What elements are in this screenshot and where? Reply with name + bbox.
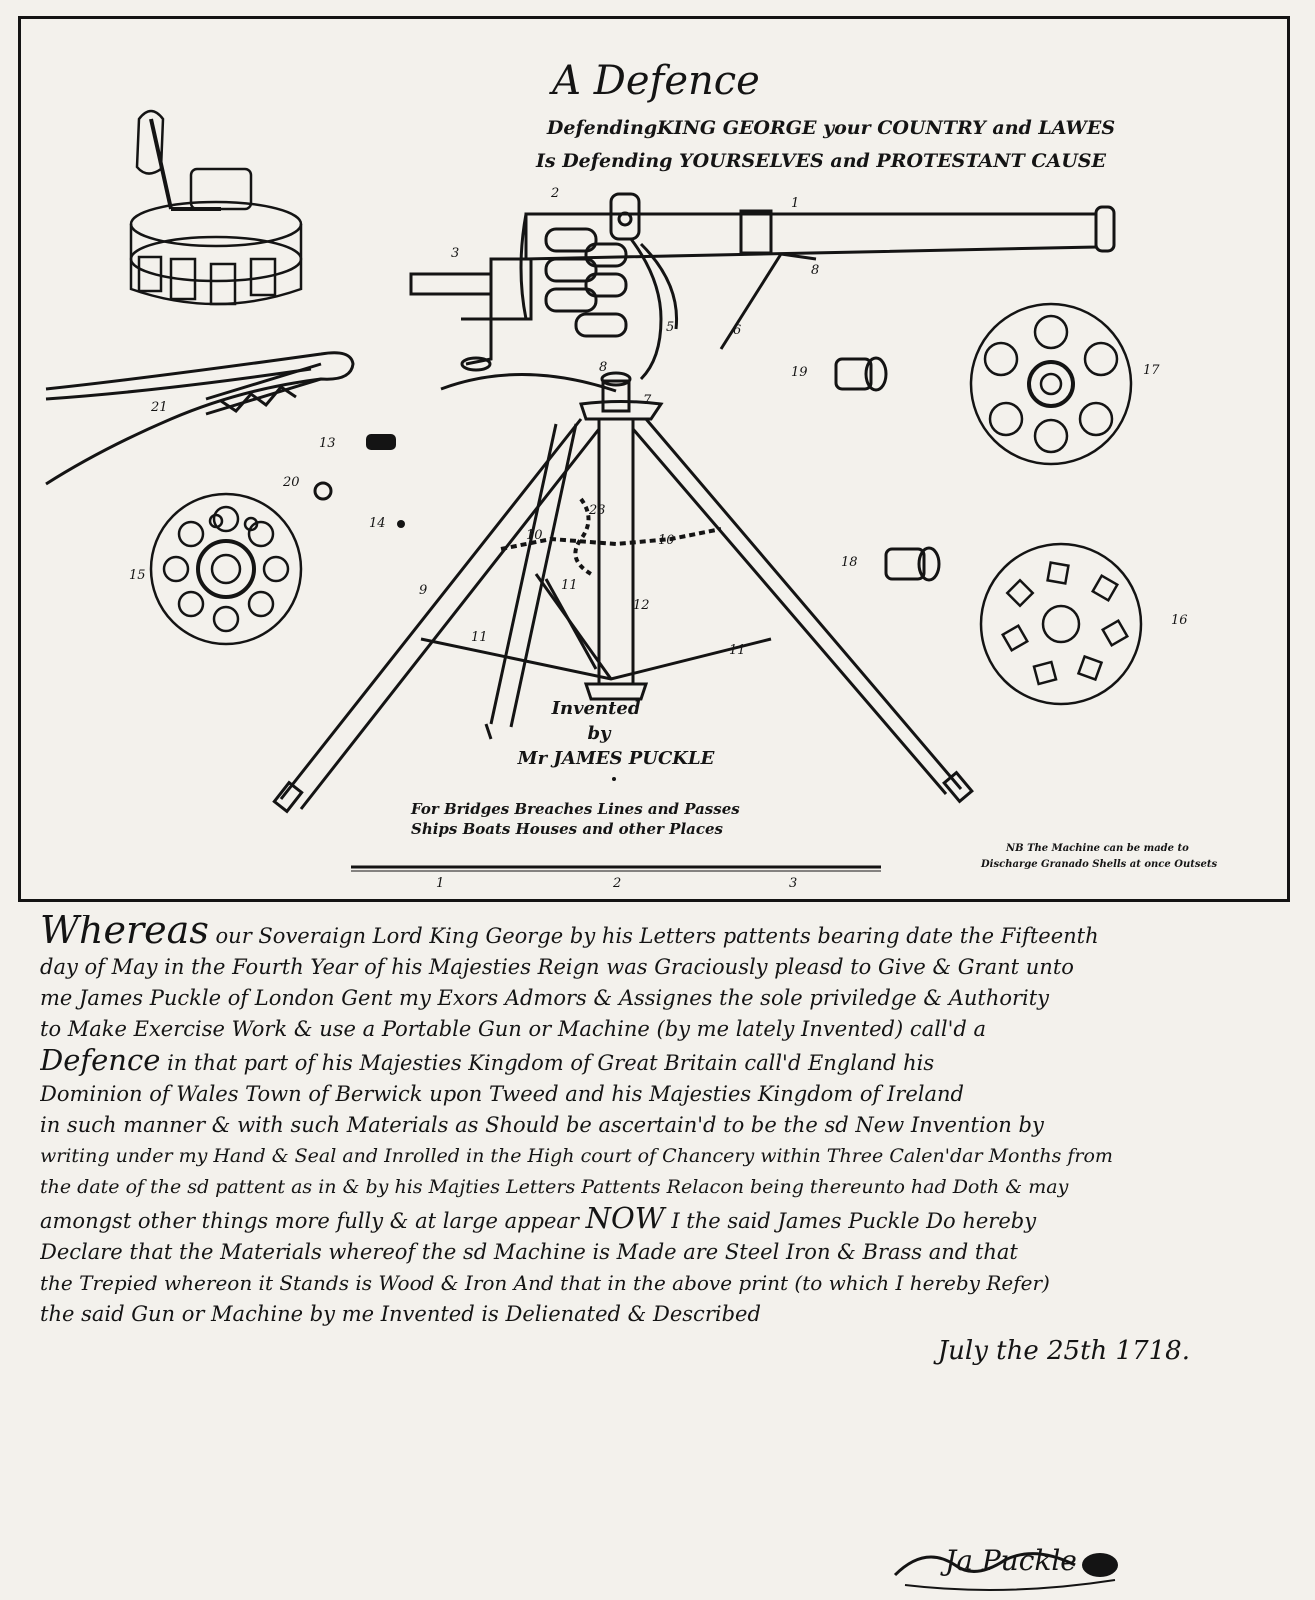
label-12: 12 (633, 598, 650, 613)
scale-label-3: 3 (789, 876, 798, 891)
label-5: 5 (666, 320, 675, 335)
label-11b: 11 (471, 630, 488, 645)
label-21: 21 (151, 400, 168, 415)
plate-motto-line-1: DefendingKING GEORGE your COUNTRY and LAWES (546, 117, 1116, 139)
declaration-line-3: me James Puckle of London Gent my Exors Admors & Assignes the sole priviledge & Authority (40, 986, 1050, 1010)
signature-text: Ja Puckle (945, 1544, 1077, 1577)
cylinder-with-crank-drawing (131, 111, 301, 304)
line-10-pre: amongst other things more fully & at large appear (40, 1209, 579, 1233)
word-defence: Defence (40, 1045, 161, 1077)
label-7: 7 (643, 393, 652, 408)
declaration-line-1 (40, 915, 1270, 952)
label-14: 14 (369, 516, 386, 531)
declaration-line-8: writing under my Hand & Seal and Inrolled in the High court of Chancery within Three Calen'dar Months from (40, 1145, 1113, 1167)
note-line-1: NB The Machine can be made to (1006, 843, 1189, 854)
part-19-drawing (836, 358, 886, 390)
pincers-drawing (46, 353, 353, 484)
label-15: 15 (129, 568, 146, 583)
note-line-2: Discharge Granado Shells at once Outsets (981, 859, 1218, 870)
label-6: 6 (733, 323, 742, 338)
scale-bar (351, 867, 881, 871)
label-13: 13 (319, 436, 336, 451)
label-11a: 11 (561, 578, 578, 593)
label-1: 1 (791, 196, 800, 211)
declaration-date: July the 25th 1718. (937, 1336, 1190, 1366)
declaration-line-9: the date of the sd pattent as in & by his Majties Letters Pattents Relacon being thereunto had Doth & may (40, 1176, 1069, 1198)
gun-barrel-drawing (411, 194, 1114, 379)
plate-title: A Defence (552, 58, 760, 104)
label-8a: 8 (811, 263, 820, 278)
declaration-line-12: the Trepied whereon it Stands is Wood & Iron And that in the above print (to which I hereby Refer) (40, 1271, 1050, 1295)
line-1-text: our Soveraign Lord King George by his Letters pattents bearing date the Fifteenth (215, 924, 1099, 948)
by-label: by (587, 723, 611, 744)
word-now: NOW (585, 1203, 665, 1235)
line-10-post: I the said James Puckle Do hereby (671, 1209, 1037, 1233)
label-2: 2 (551, 186, 560, 201)
word-whereas: Whereas (40, 915, 209, 952)
declaration-line-10 (40, 1203, 1270, 1237)
label-10a: 10 (526, 528, 543, 543)
declaration-line-2: day of May in the Fourth Year of his Majesties Reign was Graciously pleasd to Give & Grant unto (40, 955, 1074, 979)
declaration-line-13: the said Gun or Machine by me Invented is Delienated & Described (40, 1302, 761, 1326)
plate-17-drawing (971, 304, 1131, 464)
label-18: 18 (841, 555, 858, 570)
declaration-line-6: Dominion of Wales Town of Berwick upon Tweed and his Majesties Kingdom of Ireland (40, 1082, 964, 1106)
declaration-line-4: to Make Exercise Work & use a Portable Gun or Machine (by me lately Invented) call'd a (40, 1017, 986, 1041)
label-9: 9 (419, 583, 428, 598)
part-18-drawing (886, 548, 939, 580)
scale-label-2: 2 (613, 876, 622, 891)
label-19: 19 (791, 365, 808, 380)
plate-16-drawing (981, 544, 1141, 704)
handwritten-declaration (40, 915, 1270, 1367)
plate-15-drawing (151, 494, 301, 644)
inventor-dot (612, 777, 616, 781)
declaration-line-5 (40, 1045, 1270, 1079)
signature (885, 1525, 1145, 1595)
label-16: 16 (1171, 613, 1188, 628)
line-5-text: in that part of his Majesties Kingdom of Great Britain call'd England his (167, 1051, 935, 1075)
label-17: 17 (1143, 363, 1160, 378)
label-23: 23 (589, 503, 606, 518)
label-11c: 11 (729, 643, 746, 658)
label-10b: 10 (658, 533, 675, 548)
inventor-name: Mr JAMES PUCKLE (517, 748, 715, 769)
label-8b: 8 (599, 360, 608, 375)
part-20-drawing (315, 483, 331, 499)
use-line-2: Ships Boats Houses and other Places (411, 820, 723, 838)
label-20: 20 (283, 475, 300, 490)
use-line-1: For Bridges Breaches Lines and Passes (411, 800, 740, 818)
part-13-drawing (366, 434, 396, 450)
engraving-plate (18, 16, 1290, 902)
engraving-illustration (21, 19, 1287, 899)
invented-label: Invented (551, 698, 641, 719)
part-14-drawing (397, 520, 405, 528)
declaration-line-7: in such manner & with such Materials as Should be ascertain'd to be the sd New Invention by (40, 1113, 1044, 1137)
plate-motto-line-2: Is Defending YOURSELVES and PROTESTANT CAUSE (536, 150, 1106, 172)
label-3: 3 (451, 246, 460, 261)
scale-label-1: 1 (436, 876, 445, 891)
declaration-line-11: Declare that the Materials whereof the sd Machine is Made are Steel Iron & Brass and that (40, 1240, 1018, 1264)
